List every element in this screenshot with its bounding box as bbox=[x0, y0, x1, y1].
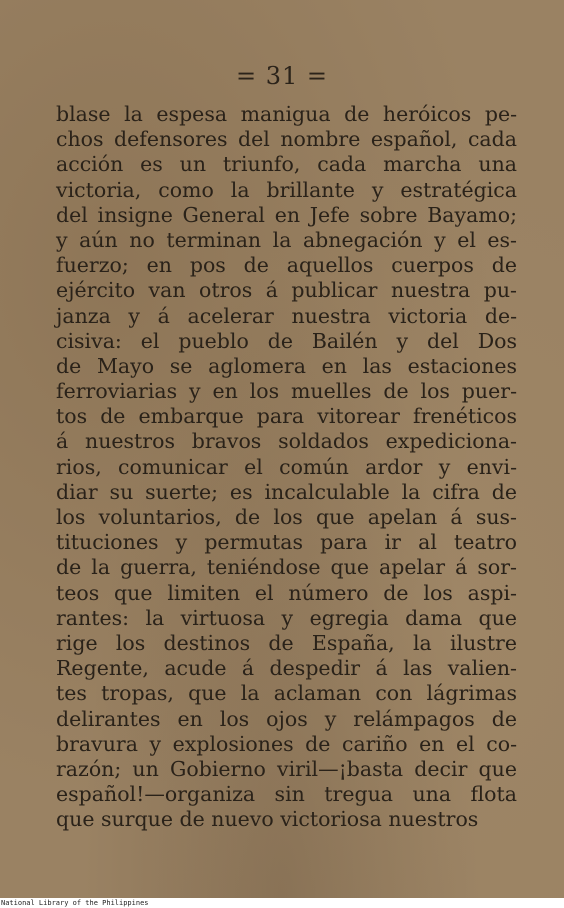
text-line: de la guerra, teniéndose que apelar á sor- bbox=[56, 555, 517, 580]
text-line: acción es un triunfo, cada marcha una bbox=[56, 152, 517, 177]
text-line: victoria, como la brillante y estratégica bbox=[56, 177, 517, 202]
text-line: rios, comunicar el común ardor y envi- bbox=[56, 454, 517, 479]
text-line: chos defensores del nombre español, cada bbox=[56, 127, 517, 152]
text-line: bravura y explosiones de cariño en el co- bbox=[56, 731, 517, 756]
text-line: tos de embarque para vitorear frenéticos bbox=[56, 404, 517, 429]
text-line: janza y á acelerar nuestra victoria de- bbox=[56, 303, 517, 328]
text-line: ejército van otros á publicar nuestra pu- bbox=[56, 278, 517, 303]
text-line: diar su suerte; es incalculable la cifra de bbox=[56, 479, 517, 504]
text-line: Regente, acude á despedir á las valien- bbox=[56, 656, 517, 681]
library-credit: National Library of the Philippines bbox=[1, 899, 149, 907]
text-line: de Mayo se aglomera en las estaciones bbox=[56, 353, 517, 378]
text-line: delirantes en los ojos y relámpagos de bbox=[56, 706, 517, 731]
text-line: á nuestros bravos soldados expediciona- bbox=[56, 429, 517, 454]
text-line: del insigne General en Jefe sobre Bayamo; bbox=[56, 202, 517, 227]
text-line: cisiva: el pueblo de Bailén y del Dos bbox=[56, 328, 517, 353]
text-line: tes tropas, que la aclaman con lágrimas bbox=[56, 681, 517, 706]
text-line: y aún no terminan la abnegación y el es- bbox=[56, 227, 517, 252]
text-line: fuerzo; en pos de aquellos cuerpos de bbox=[56, 253, 517, 278]
text-line: rige los destinos de España, la ilustre bbox=[56, 630, 517, 655]
text-line: blase la espesa manigua de heróicos pe- bbox=[56, 102, 517, 126]
text-line: ferroviarias y en los muelles de los puer- bbox=[56, 379, 517, 404]
text-line: los voluntarios, de los que apelan á sus- bbox=[56, 505, 517, 529]
text-line: rantes: la virtuosa y egregia dama que bbox=[56, 605, 517, 630]
text-line: español!—organiza sin tregua una flota bbox=[56, 782, 517, 807]
page-number: = 31 = bbox=[235, 62, 328, 90]
text-line: tituciones y permutas para ir al teatro bbox=[56, 530, 517, 555]
body-text bbox=[56, 102, 517, 832]
text-line: razón; un Gobierno viril—¡basta decir que bbox=[56, 756, 517, 781]
text-line: que surque de nuevo victoriosa nuestros bbox=[56, 807, 479, 832]
text-line: teos que limiten el número de los aspi- bbox=[56, 580, 517, 605]
